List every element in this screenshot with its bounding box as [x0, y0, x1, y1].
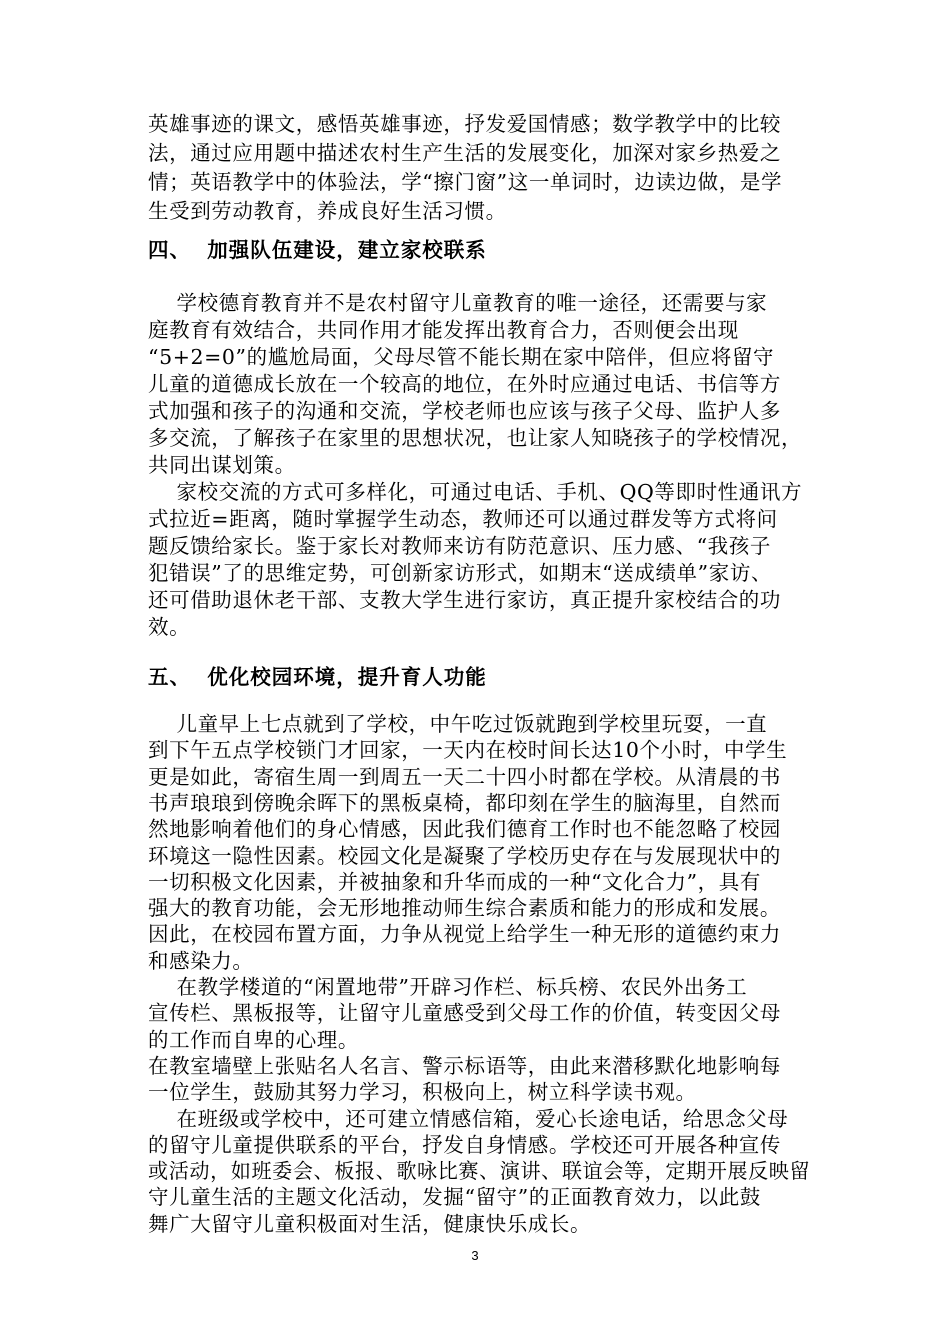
text-line: 学校德育教育并不是农村留守儿童教育的唯一途径，还需要与家 — [148, 291, 768, 315]
text-line: 和感染力。 — [148, 948, 254, 973]
text-line: 共同出谋划策。 — [148, 453, 296, 477]
text-line: 在教学楼道的“闲置地带”开辟习作栏、标兵榜、农民外出务工 — [148, 975, 748, 999]
text-line: 犯错误”了的思维定势，可创新家访形式，如期末“送成绩单”家访、 — [148, 561, 773, 585]
text-line: 式拉近=距离，随时掌握学生动态，教师还可以通过群发等方式将问 — [148, 507, 778, 531]
text-line: 效。 — [148, 615, 191, 639]
text-line: 强大的教育功能，会无形地推动师生综合素质和能力的形成和发展。 — [148, 896, 781, 921]
text-line: 法，通过应用题中描述农村生产生活的发展变化，加深对家乡热爱之 — [148, 141, 781, 165]
text-line: 宣传栏、黑板报等，让留守儿童感受到父母工作的价值，转变因父母 — [148, 1001, 781, 1026]
text-line: 到下午五点学校锁门才回家，一天内在校时间长达10个小时，中学生 — [148, 738, 788, 763]
text-line: 庭教育有效结合，共同作用才能发挥出教育合力，否则便会出现 — [148, 318, 739, 342]
text-line: 英雄事迹的课文，感悟英雄事迹，抒发爱国情感；数学教学中的比较 — [148, 112, 781, 136]
text-line: 还可借助退休老干部、支教大学生进行家访，真正提升家校结合的功 — [148, 588, 781, 612]
text-line: 生受到劳动教育，养成良好生活习惯。 — [148, 199, 507, 223]
text-line: 儿童早上七点就到了学校，中午吃过饭就跑到学校里玩耍，一直 — [148, 712, 768, 736]
text-line: 的工作而自卑的心理。 — [148, 1027, 359, 1052]
text-line: 儿童的道德成长放在一个较高的地位，在外时应通过电话、书信等方 — [148, 372, 781, 396]
text-line: 书声琅琅到傍晚余晖下的黑板桌椅，都印刻在学生的脑海里，自然而 — [148, 790, 781, 815]
text-line: 舞广大留守儿童积极面对生活，健康快乐成长。 — [148, 1211, 592, 1236]
text-line: 更是如此，寄宿生周一到周五一天二十四小时都在学校。从清晨的书 — [148, 764, 781, 789]
text-line: 在教室墙壁上张贴名人名言、警示标语等，由此来潜移默化地影响每 — [148, 1053, 781, 1078]
text-line: 因此，在校园布置方面，力争从视觉上给学生一种无形的道德约束力 — [148, 922, 781, 947]
section-heading-5: 五、 优化校园环境，提升育人功能 — [148, 665, 487, 689]
text-line: 的留守儿童提供联系的平台，抒发自身情感。学校还可开展各种宣传 — [148, 1132, 781, 1157]
section-heading-4: 四、 加强队伍建设，建立家校联系 — [148, 238, 487, 262]
text-line: 然地影响着他们的身心情感，因此我们德育工作时也不能忽略了校园 — [148, 817, 781, 842]
text-line: 家校交流的方式可多样化，可通过电话、手机、QQ等即时性通讯方 — [148, 480, 803, 504]
text-line: 在班级或学校中，还可建立情感信箱，爱心长途电话，给思念父母 — [148, 1106, 789, 1131]
text-line: 或活动，如班委会、板报、歌咏比赛、演讲、联谊会等，定期开展反映留 — [148, 1159, 811, 1184]
text-line: 守儿童生活的主题文化活动，发掘“留守”的正面教育效力，以此鼓 — [148, 1185, 761, 1210]
text-line: 一切积极文化因素，并被抽象和升华而成的一种“文化合力”，具有 — [148, 869, 761, 894]
text-line: “5+2=0”的尴尬局面，父母尽管不能长期在家中陪伴，但应将留守 — [148, 345, 775, 369]
text-line: 式加强和孩子的沟通和交流，学校老师也应该与孩子父母、监护人多 — [148, 399, 781, 423]
text-line: 题反馈给家长。鉴于家长对教师来访有防范意识、压力感、“我孩子 — [148, 534, 771, 558]
text-line: 一位学生，鼓励其努力学习，积极向上，树立科学读书观。 — [148, 1080, 697, 1105]
text-line: 环境这一隐性因素。校园文化是凝聚了学校历史存在与发展现状中的 — [148, 843, 781, 868]
text-line: 情；英语教学中的体验法，学“擦门窗”这一单词时，边读边做，是学 — [148, 170, 783, 194]
page-number: 3 — [471, 1248, 479, 1263]
text-line: 多交流，了解孩子在家里的思想状况，也让家人知晓孩子的学校情况， — [148, 426, 803, 450]
